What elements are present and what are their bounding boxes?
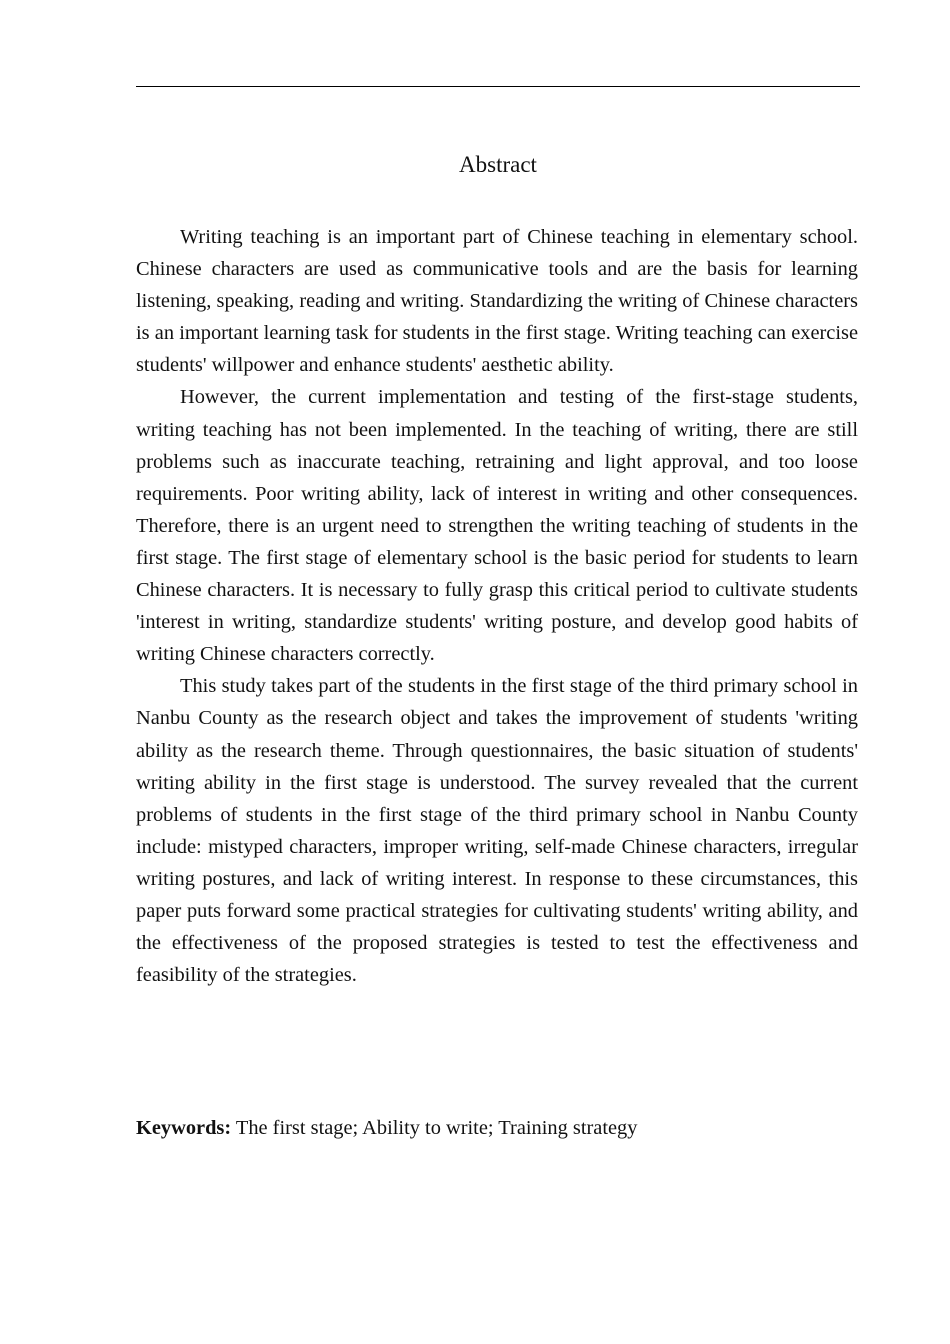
page-title: Abstract (459, 152, 537, 177)
header-rule (136, 86, 860, 87)
abstract-paragraph-1: Writing teaching is an important part of Chinese teaching in elementary school. Chinese characters are used as communicative tools and are the basis for learning listening, speaking, reading and writing. Standardizing the writing of Chinese characters is an important learning task for students in the first stage. Writing teaching can exercise students' willpower and enhance students' aesthetic ability. (136, 226, 858, 377)
abstract-paragraph-3: This study takes part of the students in the first stage of the third primary school in Nanbu County as the research object and takes the improvement of students 'writing ability as the research theme. Through questionnaires, the basic situation of students' writing ability in the first stage is understood. The survey revealed that the current problems of students in the first stage of the third primary school in Nanbu County include: mistyped characters, improper writing, self-made Chinese characters, irregular writing postures, and lack of writing interest. In response to these circumstances, this paper puts forward some practical strategies for cultivating students' writing ability, and the effectiveness of the proposed strategies is tested to test the effectiveness and feasibility of the strategies. (136, 675, 858, 987)
keywords-line (136, 1112, 858, 1144)
abstract-body (136, 221, 858, 991)
keywords-value: The first stage; Ability to write; Training strategy (231, 1117, 638, 1139)
abstract-paragraph-2: However, the current implementation and testing of the first-stage students, writing teaching has not been implemented. In the teaching of writing, there are still problems such as inaccurate teaching, retraining and light approval, and too loose requirements. Poor writing ability, lack of interest in writing and other consequences. Therefore, there is an urgent need to strengthen the writing teaching of students in the first stage. The first stage of elementary school is the basic period for students to learn Chinese characters. It is necessary to fully grasp this critical period to cultivate students 'interest in writing, standardize students' writing posture, and develop good habits of writing Chinese characters correctly. (136, 386, 858, 666)
keywords-label: Keywords: (136, 1117, 232, 1139)
